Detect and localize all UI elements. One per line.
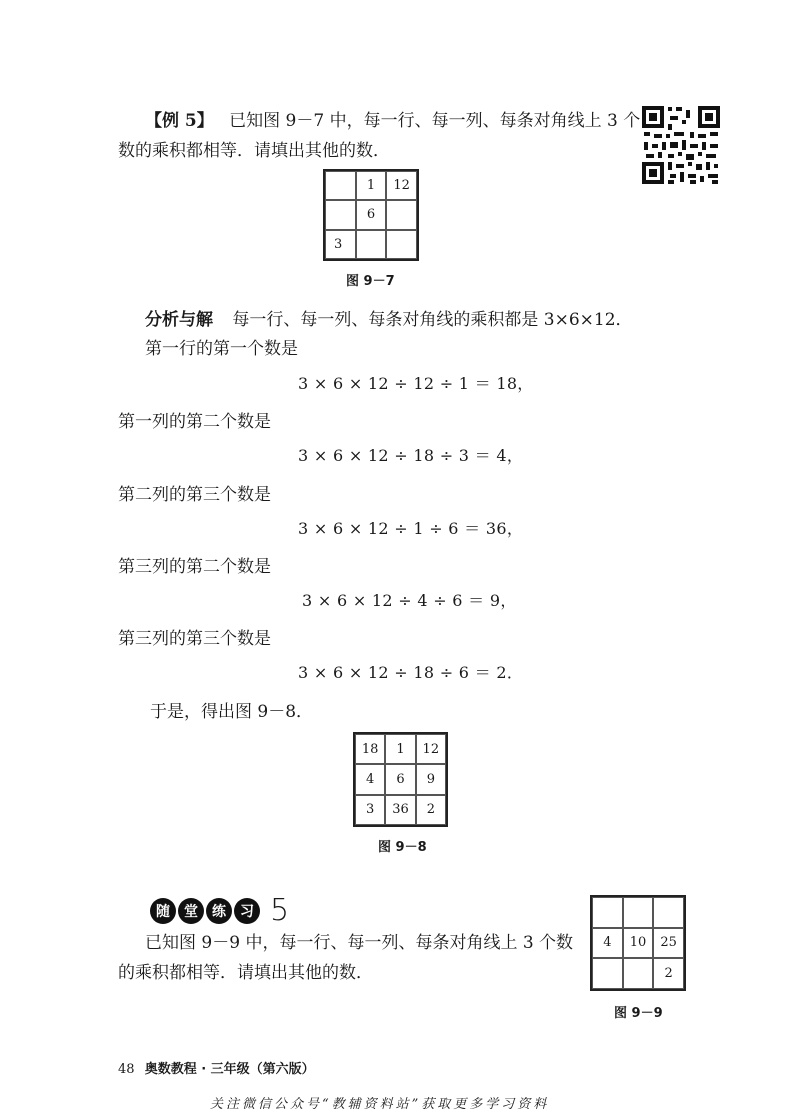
step-formula-5: 3 × 6 × 12 ÷ 18 ÷ 6 ＝ 2． [298, 663, 524, 682]
grid-cell [653, 897, 684, 928]
grid-cell: 4 [592, 928, 623, 959]
footer-notice: 关注微信公众号“教辅资料站”获取更多学习资料 [210, 1097, 550, 1112]
grid-cell: 2 [416, 795, 446, 825]
example-text-line1: 已知图 9－7 中，每一行、每一列、每条对角线上 3 个 [229, 111, 641, 131]
practice-badge-char: 随 [150, 898, 176, 924]
example-heading-line [145, 106, 640, 131]
page-number: 48 [118, 1062, 135, 1077]
analysis-intro: 每一行、每一列、每条对角线的乘积都是 3×6×12． [232, 310, 633, 330]
grid-cell: 10 [623, 928, 654, 959]
analysis-line [145, 305, 633, 330]
qr-code [640, 104, 722, 186]
grid-cell: 3 [325, 230, 356, 259]
grid-cell [356, 230, 387, 259]
step-formula-1: 3 × 6 × 12 ÷ 12 ÷ 1 ＝ 18， [298, 374, 534, 393]
grid-cell [325, 200, 356, 229]
grid-cell: 6 [385, 764, 415, 794]
practice-badge-char: 练 [206, 898, 232, 924]
analysis-heading: 分析与解 [145, 310, 213, 330]
grid-cell [325, 171, 356, 200]
grid-cell: 4 [355, 764, 385, 794]
grid-9-8 [353, 732, 448, 827]
step-formula-2: 3 × 6 × 12 ÷ 18 ÷ 3 ＝ 4， [298, 446, 524, 465]
grid-cell [592, 897, 623, 928]
step-formula-3: 3 × 6 × 12 ÷ 1 ÷ 6 ＝ 36， [298, 519, 524, 538]
grid-cell: 12 [386, 171, 417, 200]
step-label-3: 第二列的第三个数是 [118, 485, 271, 505]
step-label-2: 第一列的第二个数是 [118, 412, 271, 432]
grid-cell: 2 [653, 958, 684, 989]
step-label-1: 第一行的第一个数是 [145, 339, 298, 359]
practice-badge-char: 堂 [178, 898, 204, 924]
page-footer [118, 1058, 315, 1077]
book-title: 奥数教程 · 三年级（第六版） [144, 1062, 315, 1077]
grid-cell: 12 [416, 734, 446, 764]
grid-cell: 18 [355, 734, 385, 764]
grid-cell [623, 897, 654, 928]
step-label-5: 第三列的第三个数是 [118, 629, 271, 649]
grid-cell: 3 [355, 795, 385, 825]
grid-cell: 1 [385, 734, 415, 764]
grid-cell [386, 230, 417, 259]
grid-cell: 6 [356, 200, 387, 229]
grid-cell: 1 [356, 171, 387, 200]
grid-cell [386, 200, 417, 229]
example-tag: 【例 5】 [145, 111, 214, 131]
example-text-line2: 数的乘积都相等．请填出其他的数． [118, 141, 390, 161]
figure-caption-9-9: 图 9－9 [614, 1006, 663, 1021]
grid-9-9 [590, 895, 686, 991]
grid-cell [623, 958, 654, 989]
grid-cell: 9 [416, 764, 446, 794]
grid-9-7 [323, 169, 419, 261]
step-label-4: 第三列的第二个数是 [118, 557, 271, 577]
practice-header [150, 893, 289, 928]
grid-cell [592, 958, 623, 989]
figure-caption-9-8: 图 9－8 [378, 840, 427, 855]
practice-badge-char: 习 [234, 898, 260, 924]
grid-cell: 36 [385, 795, 415, 825]
step-formula-4: 3 × 6 × 12 ÷ 4 ÷ 6 ＝ 9， [302, 591, 517, 610]
grid-cell: 25 [653, 928, 684, 959]
practice-number: 5 [270, 893, 290, 928]
figure-caption-9-7: 图 9－7 [346, 274, 395, 289]
practice-text-line1: 已知图 9－9 中，每一行、每一列、每条对角线上 3 个数 [145, 933, 574, 953]
practice-text-line2: 的乘积都相等．请填出其他的数． [118, 963, 373, 983]
conclusion-text: 于是，得出图 9－8． [150, 702, 314, 722]
